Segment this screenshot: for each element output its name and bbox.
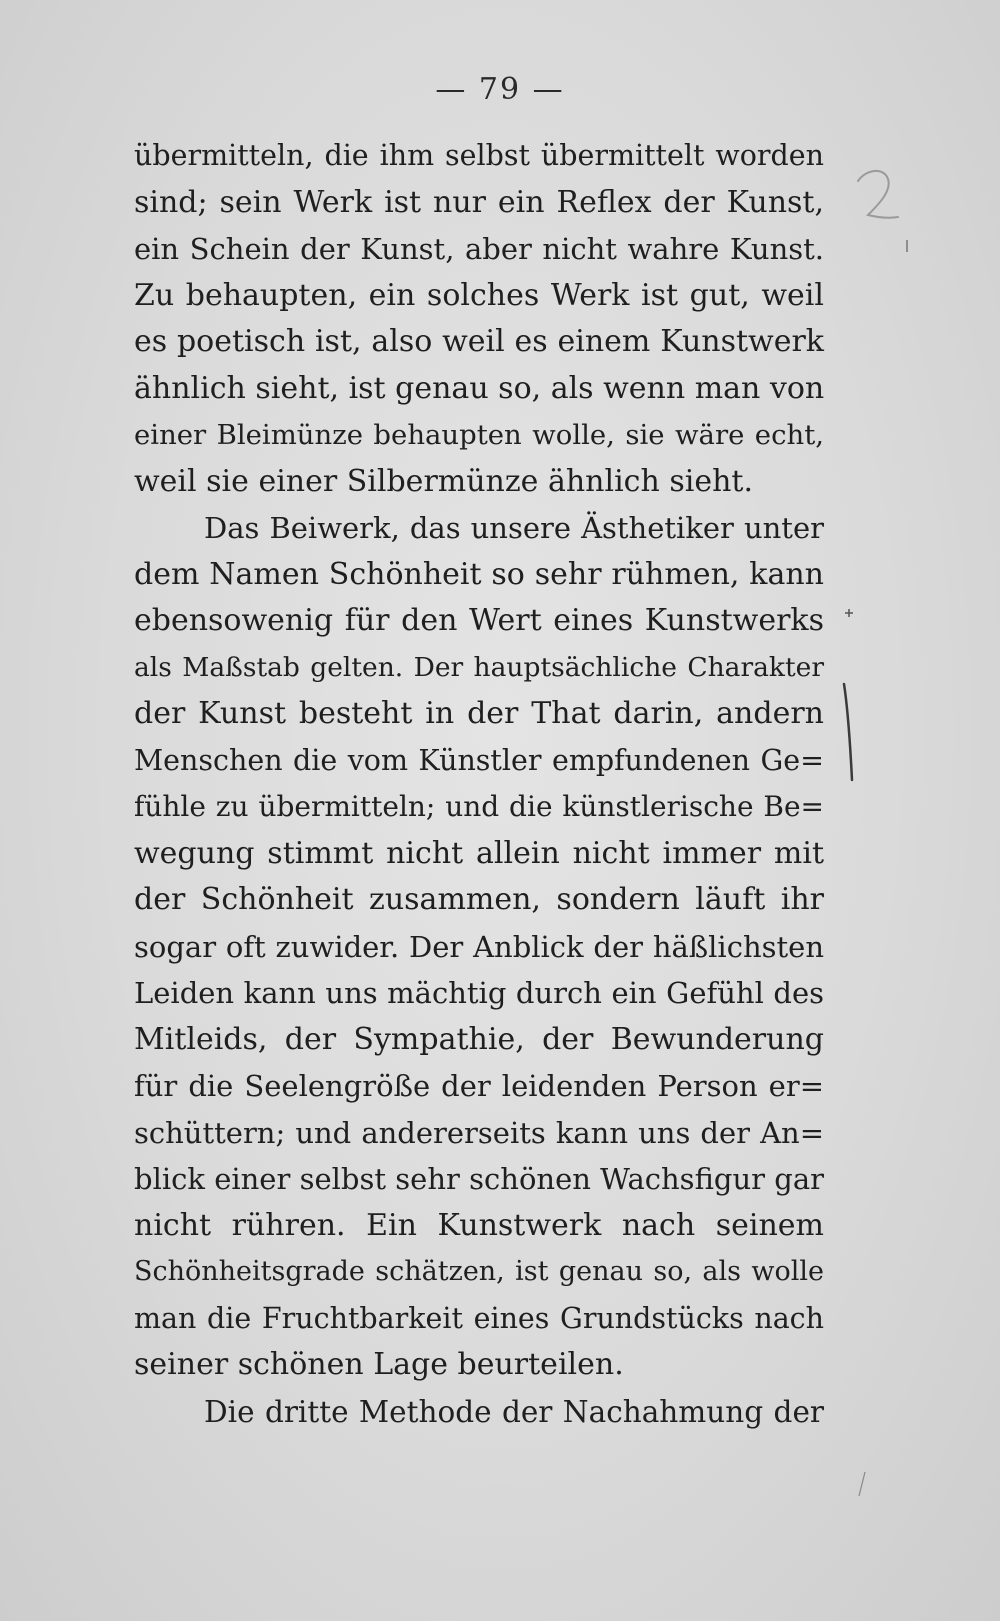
text-line: es poetisch ist, also weil es einem Kunstwerk: [134, 324, 824, 359]
text-line: Leiden kann uns mächtig durch ein Gefühl des: [134, 976, 824, 1010]
text-line: Mitleids, der Sympathie, der Bewunderung: [134, 1021, 824, 1057]
margin-tick-icon: [856, 1470, 868, 1498]
text-line: nicht rühren. Ein Kunstwerk nach seinem: [134, 1207, 824, 1243]
text-line: wegung stimmt nicht allein nicht immer mit: [134, 835, 824, 871]
text-line: Das Beiwerk, das unsere Ästhetiker unter: [204, 511, 824, 545]
margin-tick-icon: [904, 238, 910, 254]
margin-line-icon: [838, 680, 868, 790]
margin-tick-icon: [842, 606, 856, 620]
text-line: schüttern; und andererseits kann uns der An=: [134, 1115, 824, 1150]
pencil-mark-icon: [850, 165, 910, 235]
text-line: für die Seelengröße der leidenden Person er=: [134, 1069, 824, 1103]
text-line: dem Namen Schönheit so sehr rühmen, kann: [134, 556, 824, 592]
body-text: [134, 133, 824, 1435]
text-line: als Maßstab gelten. Der hauptsächliche Charakter: [134, 651, 824, 683]
text-line: Menschen die vom Künstler empfundenen Ge=: [134, 743, 824, 777]
text-line: Zu behaupten, ein solches Werk ist gut, weil: [134, 277, 824, 313]
text-line: übermitteln, die ihm selbst übermittelt worden: [134, 139, 824, 172]
text-line: ähnlich sieht, ist genau so, als wenn man von: [134, 370, 825, 406]
text-line: Schönheitsgrade schätzen, ist genau so, als wolle: [134, 1256, 824, 1287]
text-line: sind; sein Werk ist nur ein Reflex der Kunst,: [134, 184, 824, 220]
text-line: der Schönheit zusammen, sondern läuft ihr: [134, 882, 824, 917]
text-line: sogar oft zuwider. Der Anblick der häßlichsten: [134, 929, 824, 964]
text-line: weil sie einer Silbermünze ähnlich sieht.: [134, 463, 753, 499]
text-line: Die dritte Methode der Nachahmung der: [204, 1394, 824, 1429]
text-line: man die Fruchtbarkeit eines Grundstücks nach: [134, 1301, 824, 1335]
text-line: ein Schein der Kunst, aber nicht wahre Kunst.: [134, 232, 824, 266]
text-line: fühle zu übermitteln; und die künstlerische Be=: [134, 790, 824, 823]
text-line: der Kunst besteht in der That darin, andern: [134, 696, 824, 731]
text-line: einer Bleimünze behaupten wolle, sie wäre echt,: [134, 419, 824, 451]
text-line: blick einer selbst sehr schönen Wachsfigur gar: [134, 1162, 824, 1196]
page-number: — 79 —: [435, 72, 565, 107]
text-line: ebensowenig für den Wert eines Kunstwerks: [134, 603, 824, 638]
text-line: seiner schönen Lage beurteilen.: [134, 1347, 624, 1382]
